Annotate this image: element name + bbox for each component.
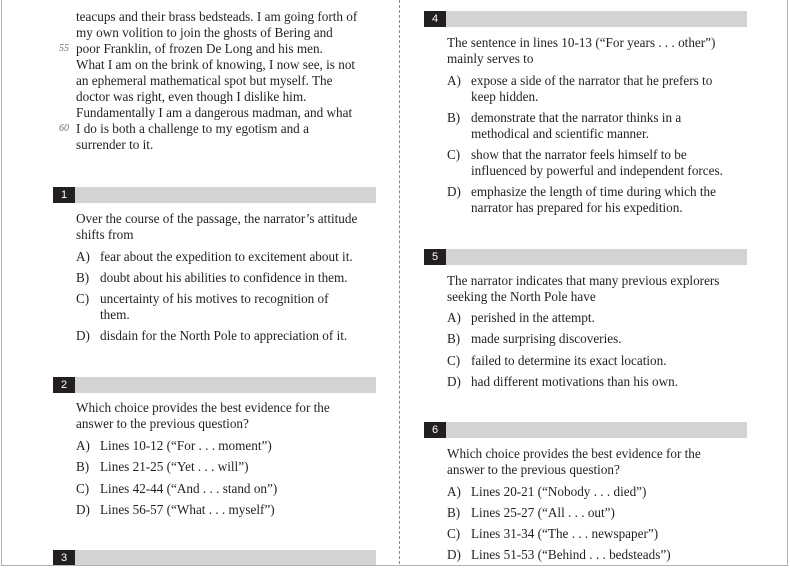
choice-text: demonstrate that the narrator thinks in a [471,110,682,125]
passage-line: doctor was right, even though I dislike him. [76,89,307,104]
choice-text: disdain for the North Pole to appreciation of it. [100,328,348,343]
choice-text: perished in the attempt. [471,310,595,325]
choice-text: Lines 10-12 (“For . . . moment”) [100,438,272,453]
stem-line: Which choice provides the best evidence for the [76,400,330,415]
choice-text: failed to determine its exact location. [471,353,667,368]
choice-text: Lines 31-34 (“The . . . newspaper”) [471,526,659,541]
choice-letter: A) [447,310,461,325]
question-header-bar [424,11,747,27]
passage-line: poor Franklin, of frozen De Long and his men. [76,41,323,56]
choice-text: Lines 21-25 (“Yet . . . will”) [100,459,249,474]
passage-line: I do is both a challenge to my egotism and a [76,121,309,136]
choice-text: Lines 42-44 (“And . . . stand on”) [100,481,278,496]
answer-choice-c[interactable] [76,291,386,323]
choice-text: Lines 51-53 (“Behind . . . bedsteads”) [471,547,671,562]
choice-text: had different motivations than his own. [471,374,679,389]
question-header-bar [53,550,376,566]
passage-line: an ephemeral mathematical spot but myself. The [76,73,333,88]
choice-letter: B) [447,331,461,346]
stem-line: The narrator indicates that many previous explorers [447,273,720,288]
choice-letter: D) [447,184,461,199]
stem-line: seeking the North Pole have [447,289,596,304]
left-column [2,0,399,566]
question-stem [76,400,386,432]
choice-text: narrator has prepared for his expedition. [471,200,683,215]
stem-line: Which choice provides the best evidence for the [447,446,701,461]
question-number: 4 [424,11,446,27]
choice-text: uncertainty of his motives to recognition of [100,291,329,306]
question-number: 2 [53,377,75,393]
question-header-bar [53,377,376,393]
question-header-bar [424,249,747,265]
question-number: 1 [53,187,75,203]
choice-letter: B) [76,270,90,285]
line-number: 60 [59,123,69,134]
choice-text: expose a side of the narrator that he prefers to [471,73,713,88]
stem-line: Over the course of the passage, the narrator’s attitude [76,211,358,226]
right-column [400,0,788,566]
test-page [1,0,788,566]
choice-text: them. [100,307,130,322]
stem-line: shifts from [76,227,134,242]
choice-text: emphasize the length of time during which the [471,184,716,199]
choice-letter: C) [447,353,461,368]
choice-letter: C) [447,147,461,162]
choice-text: Lines 20-21 (“Nobody . . . died”) [471,484,647,499]
choice-letter: D) [447,374,461,389]
passage-line: teacups and their brass bedsteads. I am going forth of [76,9,358,24]
stem-line: The sentence in lines 10-13 (“For years . . . other”) [447,35,716,50]
choice-letter: D) [76,502,90,517]
choice-text: doubt about his abilities to confidence in them. [100,270,348,285]
passage-line: Fundamentally I am a dangerous madman, and what [76,105,353,120]
question-stem [447,35,777,67]
answer-choice-c[interactable] [447,147,777,179]
passage-line: my own volition to join the ghosts of Bering and [76,25,333,40]
choice-text: methodical and scientific manner. [471,126,649,141]
choice-letter: B) [447,110,461,125]
question-stem [76,211,386,243]
question-header-bar [424,422,747,438]
choice-letter: A) [76,438,90,453]
question-number: 6 [424,422,446,438]
stem-line: answer to the previous question? [447,462,620,477]
choice-letter: A) [447,484,461,499]
choice-text: fear about the expedition to excitement about it. [100,249,353,264]
choice-letter: B) [447,505,461,520]
choice-text: Lines 56-57 (“What . . . myself”) [100,502,275,517]
choice-letter: D) [447,547,461,562]
choice-letter: A) [76,249,90,264]
passage-line: What I am on the brink of knowing, I now see, is not [76,57,356,72]
choice-letter: B) [76,459,90,474]
question-stem [447,446,777,478]
line-number: 55 [59,43,69,54]
choice-text: Lines 25-27 (“All . . . out”) [471,505,615,520]
choice-letter: A) [447,73,461,88]
question-header-bar [53,187,376,203]
question-number: 3 [53,550,75,566]
answer-choice-d[interactable] [447,184,777,216]
stem-line: answer to the previous question? [76,416,249,431]
question-stem [447,273,777,305]
stem-line: mainly serves to [447,51,534,66]
choice-letter: D) [76,328,90,343]
choice-letter: C) [76,481,90,496]
choice-text: keep hidden. [471,89,539,104]
passage-line: surrender to it. [76,137,154,152]
answer-choice-a[interactable] [447,73,777,105]
answer-choice-b[interactable] [447,110,777,142]
choice-text: show that the narrator feels himself to be [471,147,687,162]
question-number: 5 [424,249,446,265]
choice-text: influenced by powerful and independent forces. [471,163,723,178]
choice-text: made surprising discoveries. [471,331,622,346]
choice-letter: C) [447,526,461,541]
choice-letter: C) [76,291,90,306]
